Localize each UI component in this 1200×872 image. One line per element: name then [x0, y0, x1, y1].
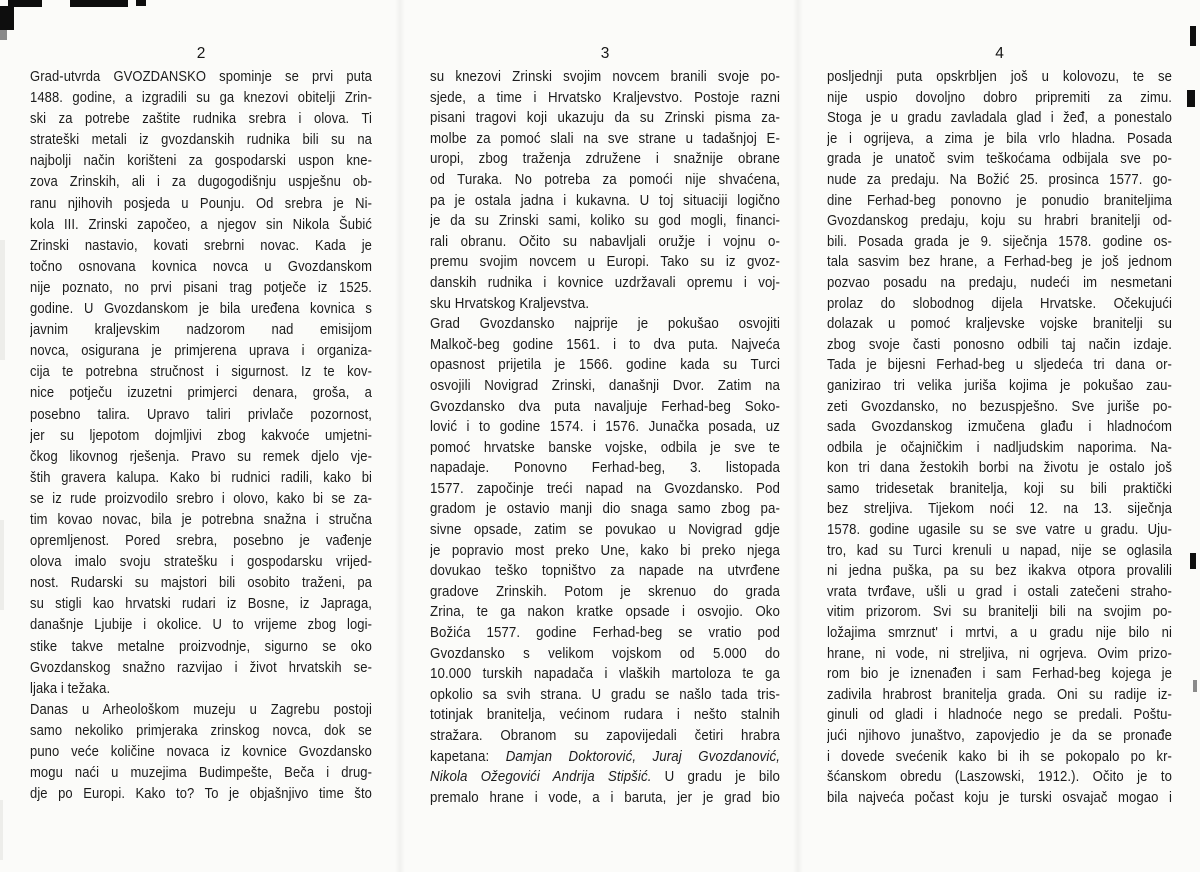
- text-line: Gvozdanskog snažno razvijao i život hrvatskih se-: [30, 659, 373, 676]
- text-line: tala sasvim bez hrane, a Ferhad-beg je još jednom: [827, 254, 1173, 271]
- page-number: 4: [995, 45, 1004, 62]
- text-line: gradom je ostavio manji dio snaga samo zbog pa-: [430, 501, 781, 518]
- scan-artifact-top-dash: [136, 0, 146, 6]
- text-line: totinjak branitelja, većinom rudara i nešto stalnih: [430, 707, 781, 724]
- text-line: Gvozdansko dva puta navaljuje Ferhad-beg Soko-: [430, 398, 781, 415]
- text-line: stike takve metalne proizvodnje, sigurno se oko: [30, 638, 373, 655]
- text-line: tim kovao novac, bila je potrebna snažna i stručna: [30, 511, 373, 528]
- text-line: točno osnovana kovnica novca u Gvozdanskom: [30, 258, 373, 275]
- text-line: čkog likovnog rješenja. Pravo su remek djelo vje-: [30, 448, 373, 465]
- text-line: gradove Zrinskih. Potom je skrenuo do grada: [430, 583, 781, 600]
- text-line: nice potječu izuzetni primjerci denara, groša, a: [30, 385, 373, 402]
- text-line: novca, osigurana je primjerena uprava i organiza-: [30, 343, 373, 360]
- text-line: dovukao teško topništvo za napade na utvrđene: [430, 563, 781, 580]
- text-line: dolazak u pomoć kraljevske vojske branitelji su: [827, 316, 1173, 333]
- text-line: se iz rude proizvodilo srebro i olovo, kako bi se za-: [30, 490, 373, 507]
- text-line: olova imalo svoju stratešku i gospodarsku vrijed-: [30, 554, 373, 571]
- text-line: nost. Rudarski su majstori bili osobito traženi, pa: [30, 575, 373, 592]
- scan-gutter-shadow: [395, 0, 405, 872]
- scan-artifact-edge-mark: [1187, 90, 1195, 107]
- text-line: nije uspio dovoljno dobro pripremiti za zimu.: [827, 89, 1173, 106]
- text-line: godine. U Gvozdanskom je bila uređena kovnica s: [30, 301, 373, 318]
- text-line: javnim kraljevskim nadzorom nad emisijom: [30, 322, 373, 339]
- text-line: posljednji puta opskrbljen još u kolovozu, te se: [827, 69, 1173, 85]
- text-line: zeti Gvozdansko, no bezuspješno. Sve juriše po-: [827, 398, 1173, 415]
- text-line: opasnost prijetila je 1566. godine kada su Turci: [430, 357, 781, 374]
- text-line: uropi, zbog traženja združene i snažnije obrane: [430, 151, 781, 168]
- text-line: Gvozdanskog predaju, koju su hrabri branitelji od-: [827, 213, 1173, 230]
- text-line: ljaka i težaka.: [30, 680, 111, 697]
- text-line: današnje Ljubije i okolice. U to vrijeme zbog logi-: [30, 617, 373, 634]
- scan-smudge: [0, 240, 5, 360]
- text-line: zbog svoje časti ponosno odbili taj način izdaje.: [827, 336, 1173, 353]
- text-line: Zrinski nastavio, kovati srebrni novac. Kada je: [30, 237, 373, 254]
- text-line: Grad Gvozdansko najprije je pokušao osvojiti: [430, 316, 781, 333]
- text-line: je i ogrijeva, a zima je bila vrlo hladna. Posada: [827, 130, 1173, 147]
- text-line: je popravio most preko Une, kako bi preko njega: [430, 542, 781, 559]
- text-line: bila najveća počast koju je turski osvajač mogao i: [827, 789, 1173, 806]
- text-line: ni jedna puška, pa su bez ikakva otpora provalili: [827, 563, 1173, 580]
- text-line: stražara. Obranom su zapovijedali četiri hrabra: [430, 728, 781, 744]
- italic-captain-names: Damjan Doktorović, Juraj Gvozdanović,: [505, 748, 781, 765]
- text-line: Stoga je u gradu zavladala glad i žeđ, a ponestalo: [827, 110, 1173, 127]
- text-line: strateški metali iz gvozdanskih rudnika bili su na: [30, 132, 373, 149]
- text-line: od Turaka. No potreba za pomoći nije shvaćena,: [430, 171, 781, 188]
- text-line: samo nekoliko primjeraka zrinskog novca, dok se: [30, 722, 373, 739]
- text-line: je da su Zrinski sami, koliko su god mogli, financi-: [430, 213, 781, 230]
- text-line: 1577. započinje treći napad na Gvozdansko. Pod: [430, 480, 781, 497]
- page-number: 3: [600, 45, 610, 62]
- scan-artifact-top-dash: [70, 0, 128, 7]
- text-line: su knezovi Zrinski svojim novcem branili svoje po-: [430, 69, 781, 85]
- text-line: ranu njihovih posjeda u Pounju. Od srebra je Ni-: [30, 195, 373, 212]
- page-number: 2: [196, 45, 206, 62]
- text-line: hrane, ni vode, ni streljiva, ni ogrjeva. Ovim prizo-: [827, 645, 1173, 662]
- text-line: sivne opsade, zatim se povukao u Novigrad gdje: [430, 522, 781, 539]
- text-line: 1488. godine, a izgradili su ga knezovi obitelji Zrin-: [30, 90, 373, 107]
- text-line: sjede, a time i Hrvatsko Kraljevstvo. Postoje razni: [430, 89, 781, 106]
- text-line: posebno talira. Upravo taliri privlače pozornost,: [30, 406, 373, 423]
- text-line: rom bio je iznenađen i sam Ferhad-beg kojega je: [827, 666, 1173, 683]
- text-line: odbila je očajničkim i nadljudskim naporima. Na-: [827, 439, 1173, 456]
- text-line: kon tri dana žestokih borbi na životu je ostalo još: [827, 460, 1173, 477]
- text-line: jer su ljepotom dojmljivi zbog kakvoće umjetni-: [30, 427, 373, 444]
- text-line: danskih rudnika i kovnice uzdržavali opremu i voj-: [430, 274, 781, 291]
- text-line: premalo hrane i vode, a i baruta, jer je grad bio: [430, 789, 781, 806]
- text-line: osvojili Novigrad Zrinski, današnji Dvor. Zatim na: [430, 377, 781, 394]
- text-line: Gvozdansko s velikom vojskom od 5.000 do: [430, 645, 781, 662]
- text-line: bili. Posada grada je 9. siječnja 1578. godine os-: [827, 233, 1173, 250]
- scan-gutter-shadow: [793, 0, 803, 872]
- text-line: samo tridesetak branitelja, koji su bili praktički: [827, 480, 1173, 497]
- text-line: Božića 1577. godine Ferhad-beg se vratio pod: [430, 625, 781, 642]
- text-line: kola III. Zrinski započeo, a njegov sin Nikola Šubić: [30, 216, 373, 233]
- text-line: napadaje. Ponovno Ferhad-beg, 3. listopada: [430, 460, 781, 477]
- text-line: najbolji način korišteni za gospodarski uspon kne-: [30, 153, 373, 170]
- text-line: grada je unatoč svim teškoćama odbijala sve po-: [827, 151, 1173, 168]
- text-line: Tada je bijesni Ferhad-beg u sljedeća tri dana or-: [827, 357, 1173, 374]
- text-line: ski za potrebe zaštite rudnika srebra i olova. Ti: [30, 111, 373, 128]
- text-column-page-2: [30, 44, 372, 805]
- scan-artifact-corner-block: [0, 30, 7, 40]
- text-line: i dovede svećenik kako bi ih se pokopalo po kr-: [827, 748, 1173, 765]
- text-line: 10.000 turskih napadača i vlaških martoloza te ga: [430, 666, 781, 683]
- scan-smudge: [0, 520, 4, 610]
- text-line: jući njihovo junaštvo, zapovjedio je da se pronađe: [827, 728, 1173, 744]
- text-line: Zrina, te ga nakon kratke opsade i osvojio. Oko: [430, 604, 781, 621]
- text-line: prolaz do slobodnog dijela Hrvatske. Očekujući: [827, 295, 1173, 312]
- text-line: dine Ferhad-beg ponovno je ponudio braniteljima: [827, 192, 1173, 209]
- text-line: pozvao posadu na predaju, nudeći im nesmetani: [827, 274, 1173, 291]
- text-line: zova Zrinskih, ali i za dugogodišnju uspješnu ob-: [30, 174, 373, 191]
- text-line: pisani tragovi koji ukazuju da su Zrinski pisma za-: [430, 110, 781, 127]
- text-line: sku Hrvatskog Kraljevstva.: [430, 295, 590, 312]
- text-line: Grad-utvrda GVOZDANSKO spominje se prvi puta: [30, 69, 373, 85]
- text-line: opremljenost. Pored srebra, posebno je vađenje: [30, 533, 373, 550]
- text-line: mogu naći u muzejima Budimpešte, Beča i drug-: [30, 765, 373, 782]
- text-line: su stigli kao hrvatski rudari iz Bosne, iz Japraga,: [30, 596, 373, 613]
- text-line: 1578. godine ugasile su se sve vatre u gradu. Uju-: [827, 522, 1173, 539]
- text-line: pomoć hrvatske banske vojske, odbila je sve te: [430, 439, 781, 456]
- text-line: cija te potrebna stručnost i sigurnost. Iz te kov-: [30, 364, 373, 381]
- text-line: tro, kad su Turci krenuli u napad, nije se oglasila: [827, 542, 1173, 559]
- text-line: vrata tvrđave, ušli u grad i ostali zatečeni straho-: [827, 583, 1173, 600]
- text-line: ložajima smrznut' i mrtvi, a u gradu nije bilo ni: [827, 625, 1173, 642]
- text-line: kapetana: Damjan Doktorović, Juraj Gvozdanović,: [430, 748, 781, 765]
- text-line: vitim prizorom. Svi su branitelji bili na svojim po-: [827, 604, 1173, 621]
- text-line: Danas u Arheološkom muzeju u Zagrebu postoji: [30, 701, 373, 718]
- text-line: puno veće količine novaca iz kovnice Gvozdansko: [30, 744, 373, 760]
- text-line: nije poznato, no prvi pisani trag potječe iz 1525.: [30, 279, 373, 296]
- text-line: štih gravera kalupa. Kako bi rudnici radili, kako bi: [30, 469, 373, 486]
- text-line: ganizirao tri velika juriša kojima je pokušao zau-: [827, 377, 1173, 394]
- text-column-page-3: [430, 44, 780, 808]
- column-text: [430, 67, 780, 808]
- text-line: dje po Europi. Kako to? To je objašnjivo time što: [30, 786, 373, 803]
- italic-captain-names: Nikola Ožegovići Andrija Stipšić.: [430, 769, 652, 786]
- scan-artifact-edge-mark: [1190, 26, 1196, 46]
- text-segment: U gradu je bilo: [651, 769, 781, 786]
- text-line: pa je ostala jadna i kukavna. U toj situaciji logično: [430, 192, 781, 209]
- text-line: molbe za pomoć slali na sve strane u tadašnjoj E-: [430, 130, 781, 147]
- text-line: premu svojim novcem u Europi. Tako su iz gvoz-: [430, 254, 781, 271]
- scan-artifact-edge-mark: [1193, 680, 1197, 692]
- text-line: [430, 767, 780, 788]
- text-line: nude za predaju. Na Božić 25. prosinca 1577. go-: [827, 171, 1173, 188]
- text-line: zadivila hrabrost branitelja grada. Oni su radije iz-: [827, 686, 1173, 703]
- text-line: lović i to godine 1574. i 1576. Junačka posada, uz: [430, 419, 781, 436]
- text-line: rali obranu. Očito su nabavljali oružje i vojnu o-: [430, 233, 781, 250]
- scan-artifact-corner-block: [0, 6, 14, 30]
- text-line: šćanskom obredu (Laszowski, 1912.). Očito je to: [827, 769, 1173, 786]
- text-line: opkolio sa svih strana. U gradu se našlo tada tris-: [430, 686, 781, 703]
- scan-smudge: [0, 800, 3, 860]
- column-text: [827, 67, 1172, 808]
- text-line: Malkoč-beg godine 1561. i to dva puta. Najveća: [430, 336, 781, 353]
- column-text: [30, 67, 372, 805]
- text-column-page-4: [827, 44, 1172, 808]
- text-line: sada Gvozdanskog izmučena glađu i hladnoćom: [827, 419, 1173, 436]
- text-line: ginuli od gladi i hladnoće nego se predali. Poštu-: [827, 707, 1173, 724]
- text-line: bez streljiva. Tijekom noći 12. na 13. siječnja: [827, 501, 1173, 518]
- scan-artifact-edge-mark: [1190, 553, 1196, 569]
